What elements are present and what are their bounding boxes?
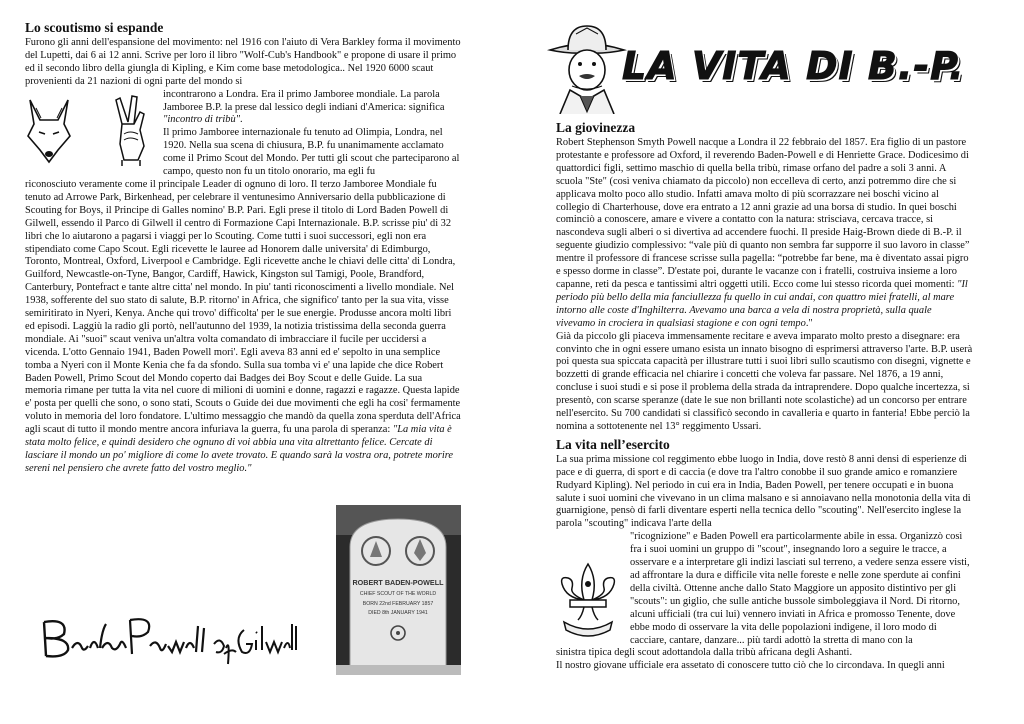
section-heading-youth: La giovinezza [556,120,636,135]
baden-powell-portrait [546,20,628,114]
tomb-born: BORN 22nd FEBRUARY 1857 [362,601,434,607]
baden-powell-signature [38,608,300,668]
left-column [25,20,461,476]
paragraph-jamboree: incontrarono a Londra. Era il primo Jamboree mondiale. La parola Jamboree B.P. la prese dal lessico degli indiani d'America: significa "incontro di tribù". [163,88,445,126]
paragraph-art-and-army-entry: Già da piccolo gli piaceva immensamente recitare e aveva imparato molto presto a disegnare: era convinto che in ogni essere umano esista un innato bisogno di esprimersi attraverso l'arte. B.P. userà poi questa sua spiccata capacità per illustrare tutti i suoi libri sullo scautismo con disegni, vignette e bozzetti di grande efficacia nel chiarire i concetti che voleva far passare. Nel 1876, a 19 anni, concluse i suoi studi e si pose il problema della strada da intraprendere. Dopo qualche incertezza, si presentò, con scarse speranze (date le sue non brillanti note scolastiche) ad un concorso per entrare nell'esercito. Su 700 candidati si classificò secondo in cavalleria e quarto in fanteria! Ebbe perciò la nomina a sottotenente nel 13° reggimento Ussari. [556,330,973,432]
section-heading-army: La vita nell’esercito [556,436,670,452]
paragraph-ashanti: sinistra tipica degli scout adottandola dalla tribù africana degli Ashanti. [556,647,853,659]
paragraph-india: La sua prima missione col reggimento ebbe luogo in India, dove restò 8 anni densi di esperienze di pace e di guerra, di sport e di caccia (e dove tra l'altro conobbe il suo grande amico e romanziere Rudyard Kipling). Nel periodo in cui era in India, Baden Powell, per tenere occupati e in buona salute i suoi uomini che vivevano in un clima malsano e si annoiavano nella monotonia della vita di guarnigione, pensò di farli diventare esperti nella tecnica dello "scouting". Nell'esercito inglese la parola "scouting" indicava l'arte della [556,453,971,530]
wolf-head-icon [24,96,74,166]
paragraph-olimpia: Il primo Jamboree internazionale fu tenuto ad Olimpia, Londra, nel 1920. Nella sua scena di chiusura, B.P. fu unanimamente acclamato come il Primo Scout del Mondo. Per tutti gli scout che parteciparono al campo, questo non fu un titolo onorario, ma egli fu [163,127,460,178]
paragraph-scouting-art: "ricognizione" e Baden Powell era particolarmente abile in essa. Organizzò così fra i suoi uomini un gruppo di "scout", insegnando loro a seguire le tracce, a osservare e a interpretare gli indizi lasciati sul terreno, a vedere senza essere visti, ad affrontare la dura e difficile vita nelle foreste e nelle zone sperdute ai confini della civiltà. Ottenne anche dallo Stato Maggiore un apposito distintivo per gli "scouts": un giglio, che sulle antiche bussole simboleggiava il Nord. Di ritorno, alcuni ufficiali (tra cui lui) vennero inviati in Africa e promosso Tenente, dove ebbe modo di osservare la vita delle popolazioni indigene, il loro modo di cacciare, cantare, danzare... più tardi adottò la stretta di mano con la [630,531,970,646]
paragraph-youth: Robert Stephenson Smyth Powell nacque a Londra il 22 febbraio del 1857. Era figlio di un pastore protestante e professore ad Oxford, il reverendo Baden-Powell e di Henriette Grace. Dodicesimo di quattordici figli, settimo maschio di quella bella tribù, rimase orfano del padre a soli 3 anni. A scuola "Ste" (così veniva chiamato da piccolo) non eccelleva di certo, anzi potremmo dire che si applicava molto poco allo studio. Infatti amava molto di più scorrazzare nei boschi vicino al collegio di Charterhouse, dove era entrato a 12 anni grazie ad una borsa di studio. In quei boschi cominciò a conoscere, amare e vivere a contatto con la natura: strisciava, cercava tracce, si nascondeva sugli alberi o si divertiva ad accendere fuochi. Il preside Haig-Brown diede di B.-P. il seguente giudizio complessivo: “vale più di quanto non sembra far supporre il suo lavoro in classe” mentre il professore di francese scrisse sulla pagella: “potrebbe far bene, ma è diventato assai pigro e spesso dorme in classe”. D'estate poi, durante le vacanze con i fratelli, costruiva insieme a loro capanne, reti da pesca e tantissimi altri oggetti utili. Ecco come lui stesso ricorda quei momenti: "Il periodo più bello della mia fanciullezza fu quello in cui andai, con quattro miei fratelli, al mare intorno alle coste d'Inghilterra. Avevamo una barca a vela di nostra proprietà, sulla quale vivevamo in crociera in qualsiasi stagione e con ogni tempo." [556,137,970,329]
fleur-de-lis-badge-icon [556,560,620,646]
paragraph-later-life: riconosciuto veramente come il principale Leader di ognuno di loro. Il terzo Jamboree Mondiale fu tenuto ad Arrowe Park, Birkenhead, per celebrare il ventunesimo Anniversario della pubblicazione di Scouting for Boys, il Principe di Galles nomino' B.P. Pari. Egli prese il titolo di Lord Baden Powell di Gilwell, essendo il Parco di Gilwell il centro di Formazione Capi Internazionale. B.P. scrisse piu' di 32 libri che lo aiutarono a pagarsi i viaggi per lo Scouting. Come tutti i suoi successori, egli non era stipendiato come Capo Scout. Egli ricevette le lauree ad Honorem dalle universita' di Edimburgo, Toronto, Montreal, Oxford, Liverpool e Cambridge. Egli ricevette anche le chiavi delle citta' di Londra, Guilford, Newcastle-on-Tyne, Bangor, Cardiff, Hawick, Kingston sul Tamigi, Poole, Brandford, Canterbury, Pontefract e tante altre citta' nel mondo. In piu' tanti riconoscimenti a livello mondiale. Nel 1938, sofferente del suo stato di salute, B.P. ritorno' in Africa, che significo' tanto per la sua vita, visse semiritirato in Nyeri, Kenya. Anche qui trovo' difficolta' per le sue energie. Produsse ancora molti libri ed episodi. Laggiù la radio gli portò, nell'autunno del 1939, la notizia tristissima della seconda guerra mondiale. Ai "suoi" scaut veniva un'altra volta comandato di imbracciare il fucile per uccidersi a vicenda. L'otto Gennaio 1941, Baden Powell mori'. Egli aveva 83 anni ed e' sepolto in una semplice tomba a Nyeri con il Monte Kenia che fa da sfondo. Sulla sua tomba vi e' una lapide che dice Robert Baden Powell, Primo Scout del Mondo coperto dai Badges dei Boy Scout e delle Guide. La sua memoria rimane per tutta la vita nel cuore di milioni di uomini e donne, ragazzi e ragazze. Questa lapide e' posta per quelli che sono, o sono stati, Scouts o Guide dei due movimenti che egli ha cosi' fermamente voluto in memoria del loro fondatore. L'ultimo messaggio che mandò da quella zona sperduta dell'Africa agli scaut di tutto il mondo mentre ancora infuriava la guerra, fu una parola di speranza: "La mia vita è stata molto felice, e quindi desidero che ognuno di voi abbia una vita altrettanto felice. Cercate di lasciare il mondo un po' migliore di come lo avete trovato. E quando sarà la vostra ora, potrete morire sereni nel pensiero che avrete fatto del vostro meglio." [25,178,461,474]
tomb-name: ROBERT BADEN-POWELL [352,578,444,587]
page-banner-title: LA VITA DI B.-P. [622,44,965,88]
tomb-title: CHIEF SCOUT OF THE WORLD [359,591,437,597]
paragraph-intro: Furono gli anni dell'espansione del movimento: nel 1916 con l'aiuto di Vera Barkley forma il movimento del Lupetti, dai 6 ai 12 anni. Scrive per loro il libro "Wolf-Cub's Handbook" e propone di usare il primo ed il secondo libro della giungla di Kipling, e Kim come base metodologica.. Nel 1920 6000 scaut provenienti da 21 nazioni di ogni parte del mondo si [25,37,461,87]
tombstone-photo [336,505,461,675]
cub-salute-hand-icon [110,94,154,166]
section-heading-expansion: Lo scoutismo si espande [25,20,164,35]
final-message-quote: "La mia vita è stata molto felice, e quindi desidero che ognuno di voi abbia una vita altrettanto felice. Cercate di lasciare il mondo un po' migliore di come lo avete trovato. E quando sarà la vostra ora, potrete morire sereni nel pensiero che avrete fatto del vostro meglio." [25,424,453,474]
tomb-died: DIED 8th JANUARY 1941 [368,610,428,616]
paragraph-young-officer: Il nostro giovane ufficiale era assetato di conoscere tutto ciò che lo circondava. In quegli anni [556,660,945,672]
